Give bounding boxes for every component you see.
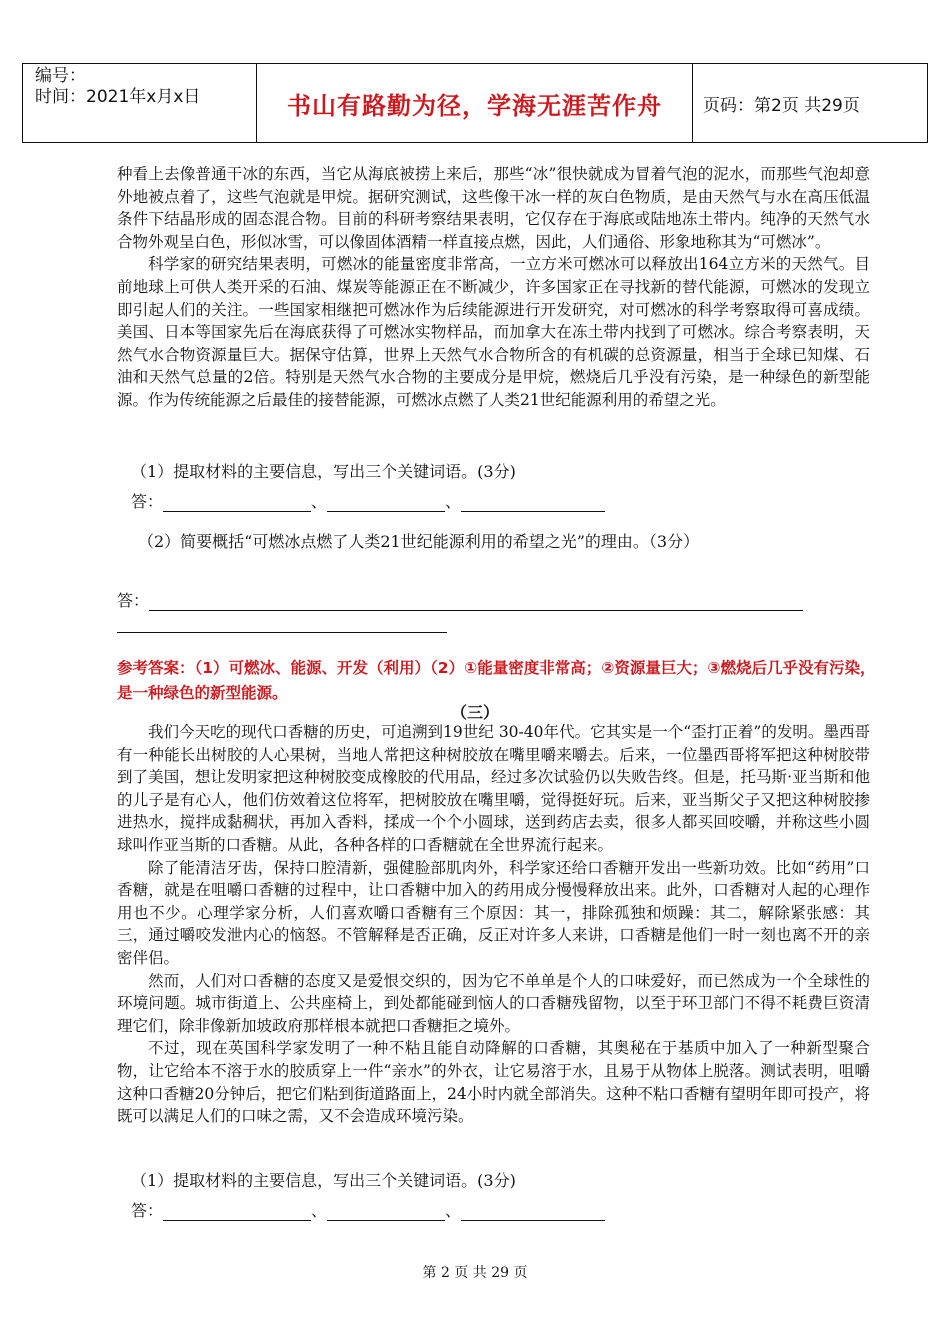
passage-3-paragraph-2: 除了能清洁牙齿，保持口腔清新，强健脸部肌肉外，科学家还给口香糖开发出一些新功效。比如“药用”口香糖，就是在咀嚼口香糖的过程中，让口香糖中加入的药用成分慢慢释放出来。此外，口香糖对人起的心理作用也不少。心理学家分析，人们喜欢嚼口香糖有三个原因：其一，排除孤独和烦躁：其二，解除紧张感：其三，通过嚼咬发泄内心的恼怒。不管解释是否正确，反正对许多人来讲，口香糖是他们一时一刻也离不开的亲密伴侣。: [117, 858, 870, 967]
document-number-label: 编号：: [35, 66, 86, 86]
passage-2-question-1: （1）提取材料的主要信息，写出三个关键词语。(3分): [131, 462, 516, 481]
passage-2-body: [117, 163, 870, 412]
answer-line-1[interactable]: [149, 594, 803, 611]
passage-2-paragraph-2: 科学家的研究结果表明，可燃冰的能量密度非常高，一立方米可燃冰可以释放出164立方米的天然气。目前地球上可供人类开采的石油、煤炭等能源正在不断减少，许多国家正在寻找新的替代能源，可燃冰的发现立即引起人们的关注。一些国家相继把可燃冰作为后续能源进行开发研究，对可燃冰的科学考察取得可喜成绩。美国、日本等国家先后在海底获得了可燃冰实物样品，而加拿大在冻土带内找到了可燃冰。综合考察表明，天然气水合物资源量巨大。据保守估算，世界上天然气水合物所含的有机碳的总资源量，相当于全球已知煤、石油和天然气总量的2倍。特别是天然气水合物的主要成分是甲烷，燃烧后几乎没有污染，是一种绿色的新型能源。作为传统能源之后最佳的接替能源，可燃冰点燃了人类21世纪能源利用的希望之光。: [117, 255, 870, 409]
header-motto-cell: [257, 64, 693, 142]
passage-2-paragraph-1: 种看上去像普通干冰的东西，当它从海底被捞上来后，那些“冰”很快就成为冒着气泡的泥水，而那些气泡却意外地被点着了，这些气泡就是甲烷。据研究测试，这些像干冰一样的灰白色物质，是由天然气与水在高压低温条件下结晶形成的固态混合物。目前的科研考察结果表明，它仅存在于海底或陆地冻土带内。纯净的天然气水合物外观呈白色，形似冰雪，可以像固体酒精一样直接点燃，因此，人们通俗、形象地称其为“可燃冰”。: [117, 165, 870, 251]
page-footer: 第 2 页 共 29 页: [422, 1265, 528, 1281]
header-motto: 书山有路勤为径，学海无涯苦作舟: [287, 90, 662, 120]
answer-blank-3[interactable]: [461, 495, 605, 512]
passage-3-paragraph-1: 我们今天吃的现代口香糖的历史，可追溯到19世纪 30-40年代。它其实是一个“歪打正着”的发明。墨西哥有一种能长出树胶的人心果树，当地人常把这种树胶放在嘴里嚼来嚼去。后来，一位墨西哥将军把这种树胶带到了美国，想让发明家把这种树胶变成橡胶的代用品，经过多次试验仍以失败告终。但是，托马斯·亚当斯和他的儿子是有心人，他们仿效着这位将军，把树胶放在嘴里嚼，觉得挺好玩。后来，亚当斯父子又把这种树胶掺进热水，搅拌成黏稠状，再加入香料，揉成一个个小圆球，送到药店去卖，很多人都买回咬嚼，并称这些小圆球叫作亚当斯的口香糖。从此，各种各样的口香糖就在全世界流行起来。: [117, 723, 870, 854]
answer-label: 答：: [131, 1201, 164, 1220]
answer-label: 答：: [131, 492, 164, 511]
passage-3-question-1: （1）提取材料的主要信息，写出三个关键词语。(3分): [131, 1171, 516, 1190]
document-time-label: 时间：2021年x月x日: [35, 87, 201, 107]
passage-3-title: （三）: [450, 703, 499, 722]
header-left-cell: [23, 64, 257, 142]
answer-blank-1[interactable]: [163, 495, 311, 512]
answer-blank-2[interactable]: [327, 495, 445, 512]
passage-3-question-1-answer-row: [131, 1198, 605, 1221]
passage-2-question-2-answer-row: [117, 588, 803, 611]
answer-label: 答：: [117, 591, 150, 610]
separator: 、: [311, 1201, 328, 1220]
answer-line-2[interactable]: [117, 616, 447, 633]
separator: 、: [445, 492, 462, 511]
separator: 、: [311, 492, 328, 511]
passage-3-paragraph-4: 不过，现在英国科学家发明了一种不粘且能自动降解的口香糖，其奥秘在于基质中加入了一种新型聚合物，让它给本不溶于水的胶质穿上一件“亲水”的外衣，让它易溶于水，且易于从物体上脱落。测试表明，咀嚼这种口香糖20分钟后，把它们粘到街道路面上，24小时内就全部消失。这种不粘口香糖有望明年即可投产，将既可以满足人们的口味之需，又不会造成环境污染。: [117, 1039, 870, 1126]
answer-blank-1[interactable]: [163, 1204, 311, 1221]
separator: 、: [445, 1201, 462, 1220]
passage-3-paragraph-3: 然而，人们对口香糖的态度又是爱恨交织的，因为它不单单是个人的口味爱好，而已然成为一个全球性的环境问题。城市街道上、公共座椅上，到处都能碰到恼人的口香糖残留物，以至于环卫部门不得不耗费巨资清理它们，除非像新加坡政府那样根本就把口香糖拒之境外。: [117, 971, 870, 1035]
header-page-cell: [693, 64, 927, 142]
passage-2-question-2: （2）简要概括“可燃冰点燃了人类21世纪能源利用的希望之光”的理由。（3分）: [138, 532, 700, 551]
header-page-label: 页码：第2页 共29页: [703, 95, 860, 116]
header-table: [22, 63, 928, 143]
answer-blank-3[interactable]: [461, 1204, 605, 1221]
answer-blank-2[interactable]: [327, 1204, 445, 1221]
passage-2-question-1-answer-row: [131, 489, 605, 512]
passage-3-body: [117, 721, 870, 1128]
reference-answer: 参考答案：（1）可燃冰、能源、开发（利用）（2）①能量密度非常高；②资源量巨大；③燃烧后几乎没有污染，是一种绿色的新型能源。: [117, 659, 876, 702]
